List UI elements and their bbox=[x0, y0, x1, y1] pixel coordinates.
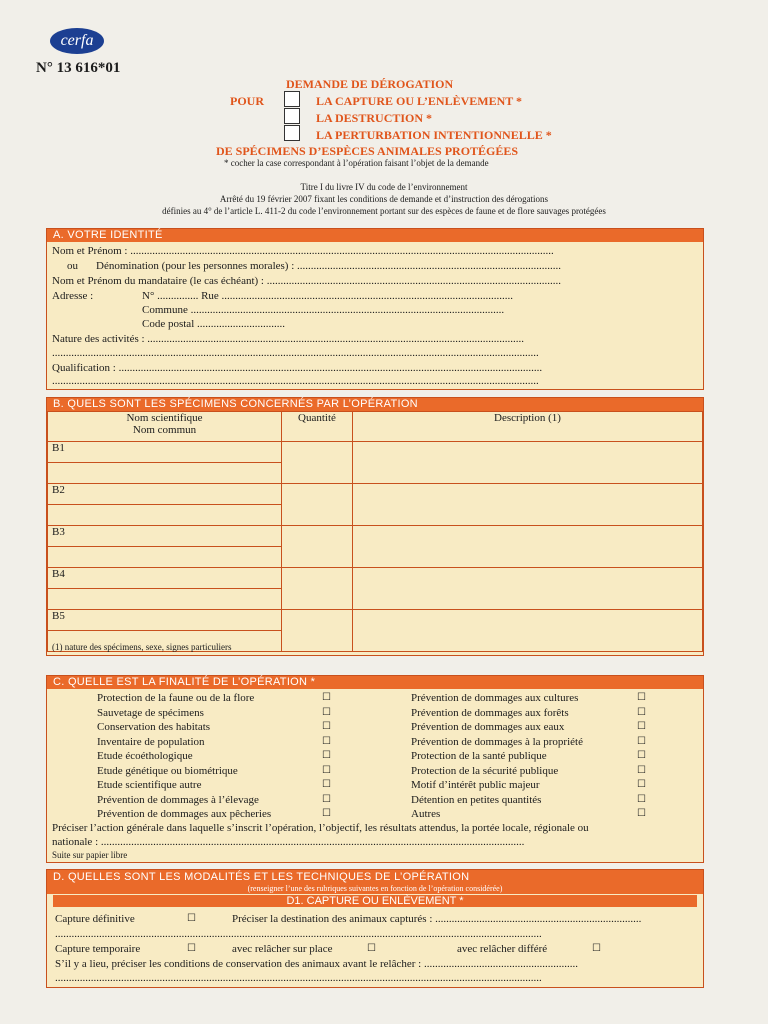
finalite-option-label: Etude scientifique autre bbox=[97, 779, 202, 791]
nom-field[interactable]: Nom et Prénom : .......................................................................................................................................................... bbox=[52, 245, 554, 257]
section-finalite bbox=[46, 675, 704, 863]
finalite-option-label: Prévention de dommages aux eaux bbox=[411, 721, 565, 733]
suite-note: Suite sur papier libre bbox=[52, 850, 128, 860]
finalite-option-checkbox[interactable]: ☐ bbox=[637, 779, 646, 790]
finalite-option-checkbox[interactable]: ☐ bbox=[637, 750, 646, 761]
section-c-header: C. QUELLE EST LA FINALITÉ DE L’OPÉRATION * bbox=[47, 676, 703, 689]
finalite-option-checkbox[interactable]: ☐ bbox=[637, 808, 646, 819]
section-a-header: A. VOTRE IDENTITÉ bbox=[47, 229, 703, 242]
section-modalites bbox=[46, 869, 704, 988]
finalite-option-label: Prévention de dommages aux pêcheries bbox=[97, 808, 272, 820]
row-b1-quantite[interactable] bbox=[282, 442, 353, 484]
conservation-field-line2[interactable]: ................................................................................................................................................................................. bbox=[55, 972, 542, 984]
capture-definitive-checkbox[interactable]: ☐ bbox=[187, 913, 196, 924]
row-b3-label[interactable]: B3 bbox=[48, 526, 282, 547]
finalite-option-label: Prévention de dommages aux cultures bbox=[411, 692, 579, 704]
rue-field[interactable]: N° ............... Rue .......................................................................................................... bbox=[142, 290, 514, 302]
section-specimens bbox=[46, 397, 704, 656]
form-number: N° 13 616*01 bbox=[36, 60, 121, 76]
row-b2-quantite[interactable] bbox=[282, 484, 353, 526]
nature-field-line2[interactable]: ................................................................................................................................................................................. bbox=[52, 347, 539, 359]
finalite-option-label: Prévention de dommages à la propriété bbox=[411, 735, 583, 748]
mandataire-field[interactable]: Nom et Prénom du mandataire (le cas échéant) : ........................................................................................................... bbox=[52, 275, 561, 287]
row-b1-nom-commun[interactable] bbox=[48, 463, 282, 484]
relacher-differe-checkbox[interactable]: ☐ bbox=[592, 943, 601, 954]
legal-line-3: définies au 4° de l’article L. 411-2 du code l’environnement portant sur des espèces de faune et de flore sauvages protégées bbox=[162, 206, 606, 216]
finalite-option-checkbox[interactable]: ☐ bbox=[322, 779, 331, 790]
col-nom-commun: Nom commun bbox=[132, 424, 197, 436]
row-b2-description[interactable] bbox=[353, 484, 703, 526]
finalite-option-checkbox[interactable]: ☐ bbox=[322, 764, 331, 776]
finalite-option-checkbox[interactable]: ☐ bbox=[637, 706, 646, 718]
row-b5-label[interactable]: B5 bbox=[48, 610, 282, 631]
finalite-option-checkbox[interactable]: ☐ bbox=[322, 750, 331, 761]
destruction-option: LA DESTRUCTION * bbox=[316, 111, 433, 125]
col-nom-scientifique: Nom scientifique bbox=[126, 412, 203, 424]
finalite-option-checkbox[interactable]: ☐ bbox=[322, 706, 331, 718]
finalite-option-checkbox[interactable]: ☐ bbox=[637, 721, 646, 732]
relacher-place-checkbox[interactable]: ☐ bbox=[367, 943, 376, 954]
row-b1-label[interactable]: B1 bbox=[48, 442, 282, 463]
qualification-field-line2[interactable]: ................................................................................................................................................................................. bbox=[52, 375, 539, 387]
finalite-option-checkbox[interactable]: ☐ bbox=[637, 735, 646, 747]
finalite-option-checkbox[interactable]: ☐ bbox=[637, 692, 646, 703]
finalite-option-label: Autres bbox=[411, 808, 441, 820]
row-b3-description[interactable] bbox=[353, 526, 703, 568]
nationale-field[interactable]: nationale : .......................................................................................................................................................... bbox=[52, 836, 525, 848]
finalite-option-label: Etude écoéthologique bbox=[97, 750, 193, 762]
finalite-option-checkbox[interactable]: ☐ bbox=[637, 793, 646, 805]
row-b2-label[interactable]: B2 bbox=[48, 484, 282, 505]
row-b4-label[interactable]: B4 bbox=[48, 568, 282, 589]
qualification-field[interactable]: Qualification : .......................................................................................................................................................... bbox=[52, 362, 543, 374]
col-nom-header bbox=[48, 412, 282, 442]
pour-label: POUR bbox=[230, 94, 264, 108]
finalite-option-checkbox[interactable]: ☐ bbox=[637, 764, 646, 776]
commune-field[interactable]: Commune .................................................................................................................. bbox=[142, 304, 505, 316]
finalite-option-label: Motif d’intérêt public majeur bbox=[411, 779, 540, 791]
row-b2-nom-commun[interactable] bbox=[48, 505, 282, 526]
capture-option: LA CAPTURE OU L’ENLÈVEMENT * bbox=[316, 94, 523, 108]
capture-temporaire-checkbox[interactable]: ☐ bbox=[187, 943, 196, 954]
destination-field[interactable]: Préciser la destination des animaux capturés : ........................................................................... bbox=[232, 913, 642, 925]
section-b-header: B. QUELS SONT LES SPÉCIMENS CONCERNÉS PAR L’OPÉRATION bbox=[47, 398, 703, 411]
destruction-checkbox[interactable] bbox=[284, 108, 300, 124]
finalite-option-label: Prévention de dommages aux forêts bbox=[411, 706, 569, 719]
row-b4-quantite[interactable] bbox=[282, 568, 353, 610]
finalite-option-checkbox[interactable]: ☐ bbox=[322, 793, 331, 805]
destination-field-line2[interactable]: ................................................................................................................................................................................. bbox=[55, 928, 542, 940]
form-subtitle: DE SPÉCIMENS D’ESPÈCES ANIMALES PROTÉGÉES bbox=[216, 144, 519, 158]
finalite-option-label: Protection de la santé publique bbox=[411, 750, 547, 762]
specimens-footnote: (1) nature des spécimens, sexe, signes particuliers bbox=[52, 642, 232, 652]
row-b1-description[interactable] bbox=[353, 442, 703, 484]
section-d-subtitle: (renseigner l’une des rubriques suivantes en fonction de l’opération considérée) bbox=[47, 883, 703, 894]
finalite-option-label: Etude génétique ou biométrique bbox=[97, 764, 238, 777]
checkbox-note: * cocher la case correspondant à l’opération faisant l’objet de la demande bbox=[224, 158, 489, 168]
relacher-place-label: avec relâcher sur place bbox=[232, 943, 333, 955]
legal-line-2: Arrêté du 19 février 2007 fixant les conditions de demande et d’instruction des dérogations bbox=[219, 194, 549, 204]
section-identity bbox=[46, 228, 704, 390]
specimens-table bbox=[47, 411, 703, 652]
finalite-option-label: Prévention de dommages à l’élevage bbox=[97, 793, 259, 806]
row-b5-quantite[interactable] bbox=[282, 610, 353, 652]
row-b3-nom-commun[interactable] bbox=[48, 547, 282, 568]
conservation-field[interactable]: S’il y a lieu, préciser les conditions de conservation des animaux avant le relâcher : ........................................................ bbox=[55, 958, 578, 970]
code-postal-field[interactable]: Code postal ................................ bbox=[142, 318, 285, 330]
capture-checkbox[interactable] bbox=[284, 91, 300, 107]
row-b3-quantite[interactable] bbox=[282, 526, 353, 568]
row-b5-description[interactable] bbox=[353, 610, 703, 652]
form-title: DEMANDE DE DÉROGATION bbox=[286, 77, 454, 91]
finalite-option-label: Protection de la sécurité publique bbox=[411, 764, 559, 777]
finalite-option-checkbox[interactable]: ☐ bbox=[322, 735, 331, 747]
finalite-option-label: Détention en petites quantités bbox=[411, 793, 542, 806]
finalite-option-label: Sauvetage de spécimens bbox=[97, 706, 204, 719]
perturbation-option: LA PERTURBATION INTENTIONNELLE * bbox=[316, 128, 552, 142]
capture-definitive-label: Capture définitive bbox=[55, 913, 135, 925]
nature-field[interactable]: Nature des activités : ......................................................................................................................................... bbox=[52, 333, 525, 345]
col-description-header: Description (1) bbox=[353, 412, 703, 442]
finalite-option-label: Inventaire de population bbox=[97, 735, 205, 748]
adresse-label: Adresse : bbox=[52, 290, 94, 302]
finalite-option-label: Conservation des habitats bbox=[97, 721, 211, 733]
finalite-option-checkbox[interactable]: ☐ bbox=[322, 808, 331, 819]
row-b4-nom-commun[interactable] bbox=[48, 589, 282, 610]
finalite-option-label: Protection de la faune ou de la flore bbox=[97, 692, 255, 704]
preciser-label: Préciser l’action générale dans laquelle s’inscrit l’opération, l’objectif, les résultats attendus, la portée locale, régionale ou bbox=[52, 822, 589, 834]
cerfa-logo: cerfa bbox=[50, 28, 104, 54]
legal-line-1: Titre I du livre IV du code de l’environnement bbox=[300, 182, 468, 192]
denomination-field[interactable]: Dénomination (pour les personnes morales) : ................................................................................................ bbox=[96, 260, 562, 272]
finalite-option-checkbox[interactable]: ☐ bbox=[322, 692, 331, 703]
section-d-header: D. QUELLES SONT LES MODALITÉS ET LES TECHNIQUES DE L’OPÉRATION bbox=[47, 870, 703, 884]
perturbation-checkbox[interactable] bbox=[284, 125, 300, 141]
ou-label: ou bbox=[67, 260, 78, 272]
row-b4-description[interactable] bbox=[353, 568, 703, 610]
col-quantite-header: Quantité bbox=[282, 412, 353, 442]
d1-header: D1. CAPTURE OU ENLÈVEMENT * bbox=[53, 895, 697, 907]
capture-temporaire-label: Capture temporaire bbox=[55, 943, 141, 955]
finalite-option-checkbox[interactable]: ☐ bbox=[322, 721, 331, 732]
relacher-differe-label: avec relâcher différé bbox=[457, 943, 548, 955]
